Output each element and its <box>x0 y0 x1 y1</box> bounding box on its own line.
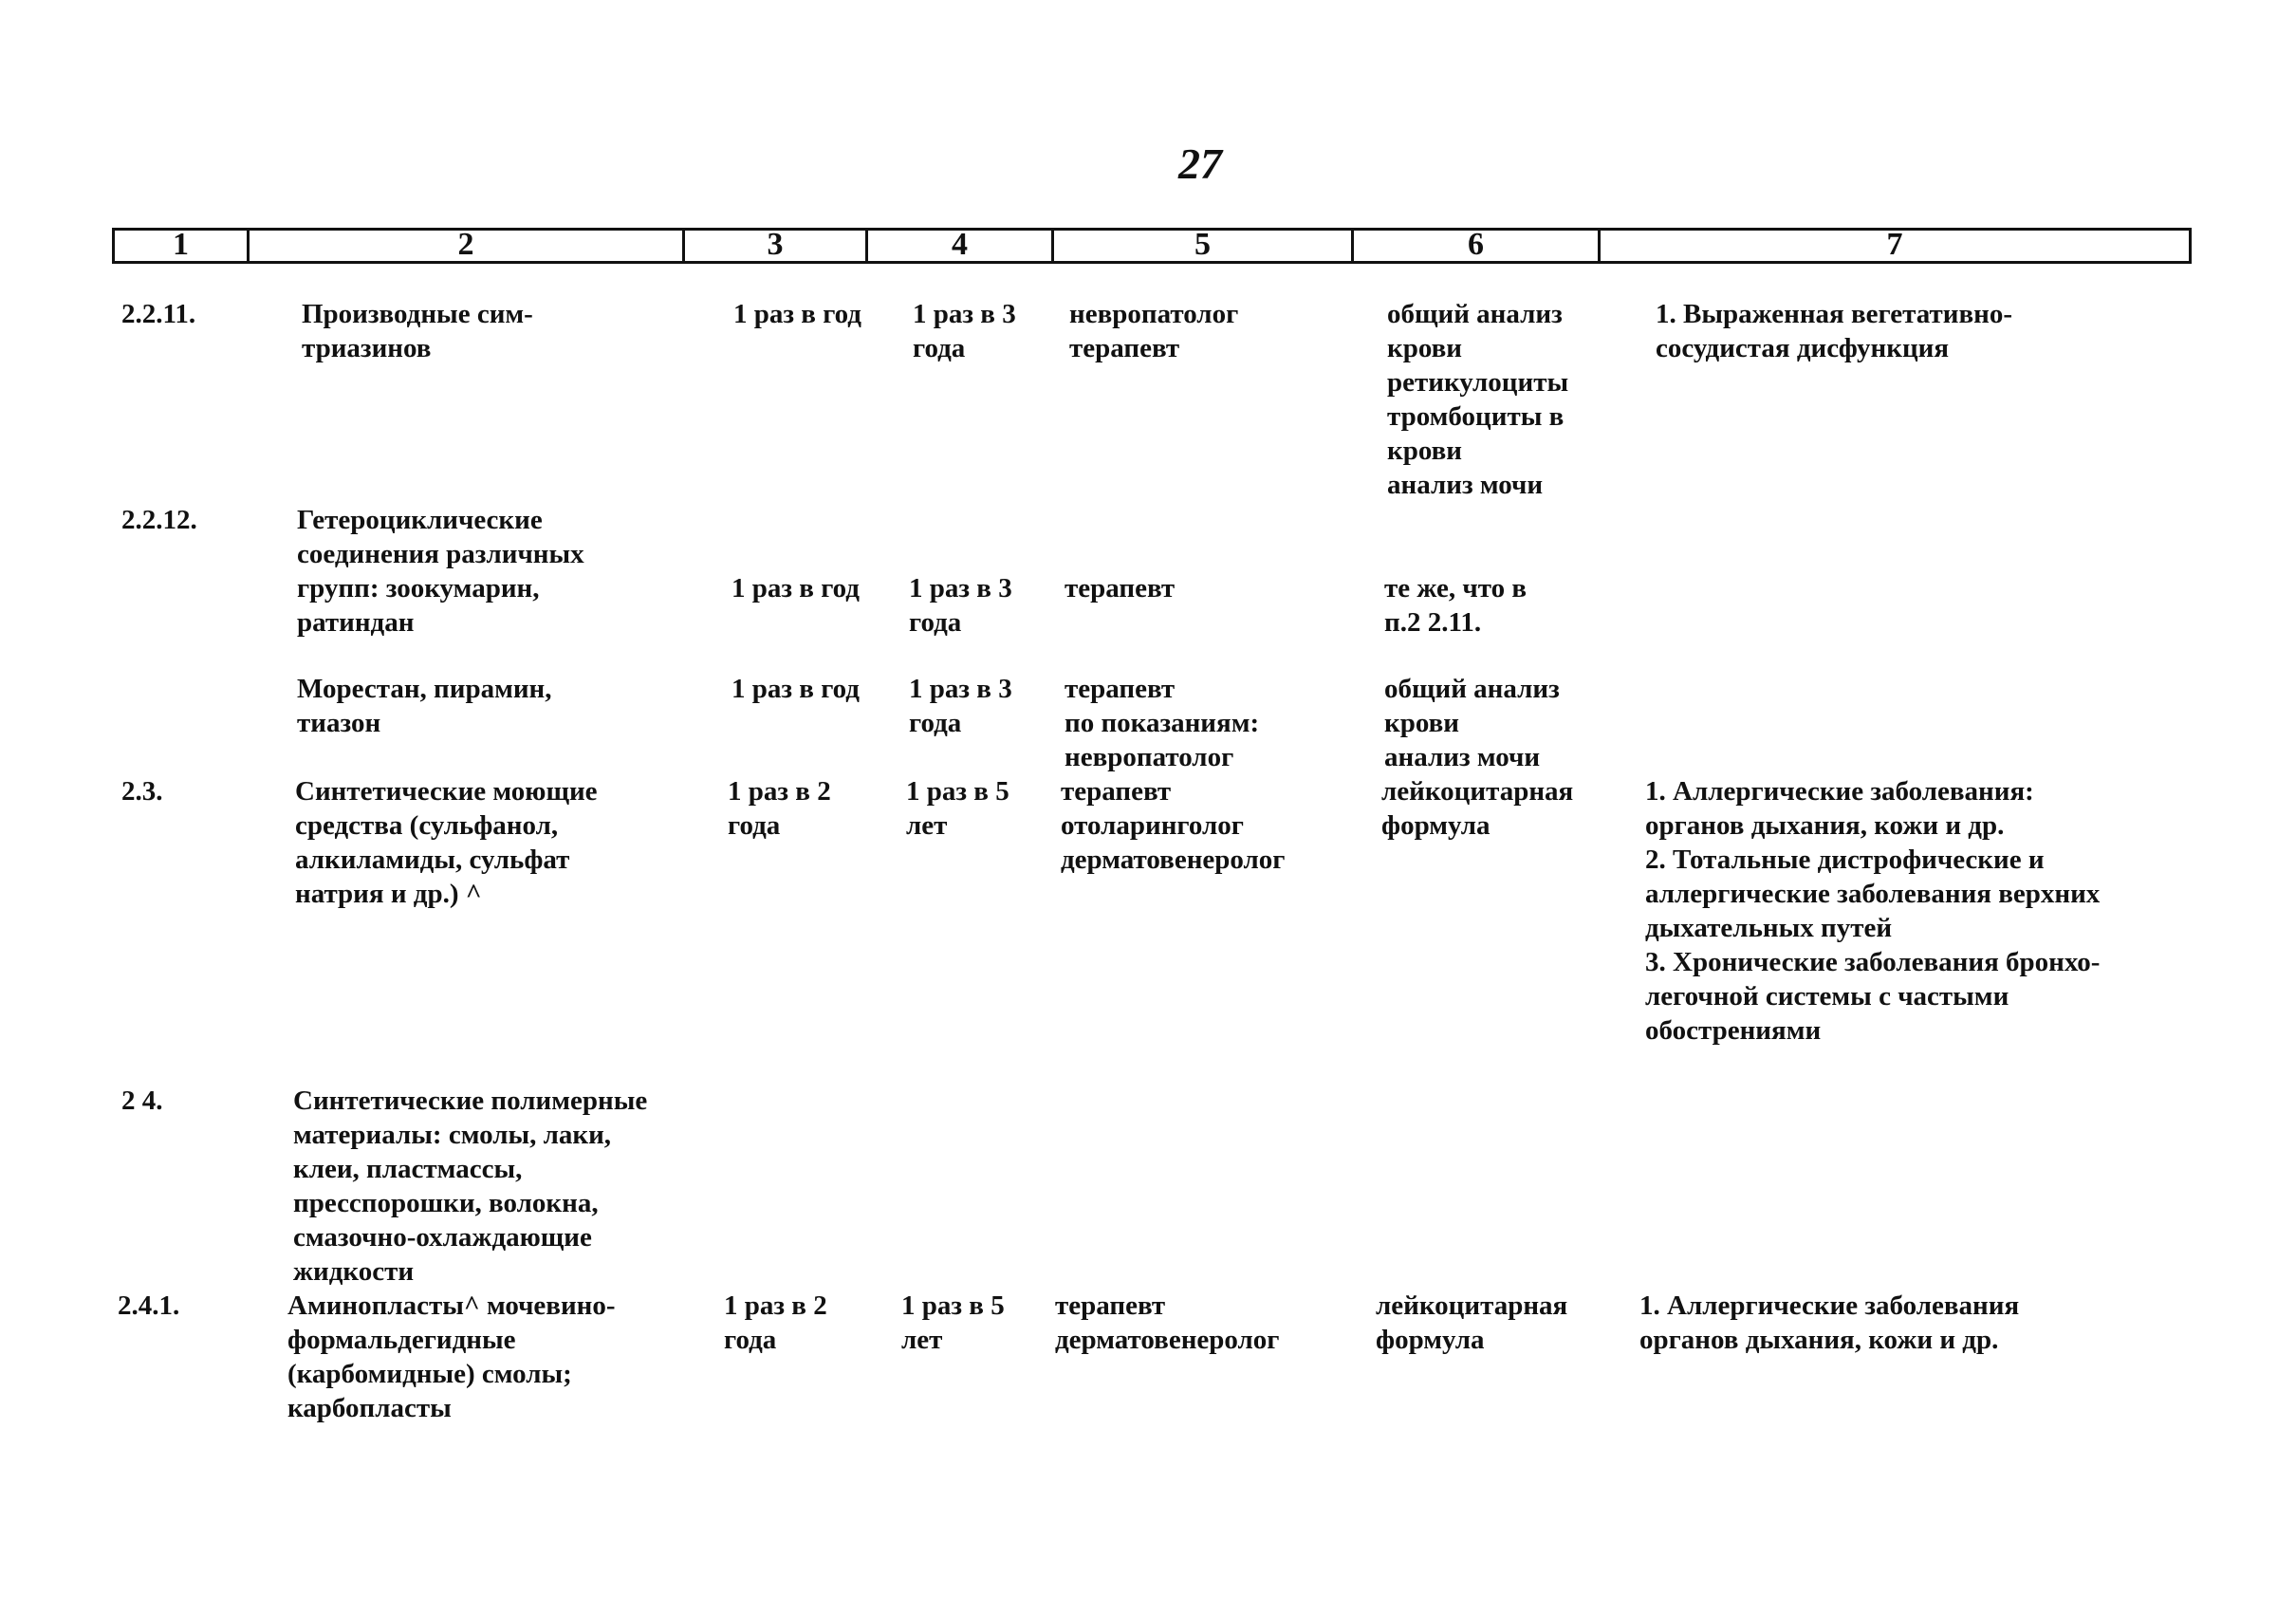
row-substance: Синтетические моющие средства (сульфанол, алкиламиды, сульфат натрия и др.) ^ <box>295 776 598 909</box>
page-number: 27 <box>1178 139 1222 188</box>
column-number-2: 2 <box>457 227 474 262</box>
row-examination-frequency: 1 раз в 3 года <box>913 299 1016 363</box>
row-periodicity: 1 раз в 2 года <box>724 1290 827 1355</box>
row-lab-tests: лейкоцитарная формула <box>1381 776 1574 841</box>
row-periodicity: 1 раз в год <box>731 573 860 603</box>
row-periodicity: 1 раз в 2 года <box>728 776 831 841</box>
row-substance: Производные сим- триазинов <box>302 299 533 363</box>
column-number-6: 6 <box>1468 227 1484 262</box>
row-periodicity: 1 раз в год <box>731 674 860 704</box>
row-substance: Гетероциклические соединения различных групп: зоокумарин, ратиндан <box>297 505 584 638</box>
row-specialists: невропатолог терапевт <box>1069 299 1239 363</box>
row-substance: Морестан, пирамин, тиазон <box>297 674 552 738</box>
row-lab-tests: общий анализ крови анализ мочи <box>1384 674 1560 772</box>
row-specialists: терапевт по показаниям: невропатолог <box>1065 674 1260 772</box>
row-examination-frequency: 1 раз в 5 лет <box>901 1290 1005 1355</box>
row-examination-frequency: 1 раз в 3 года <box>909 573 1012 638</box>
row-substance: Аминопласты^ мочевино- формальдегидные (карбомидные) смолы; карбопласты <box>287 1290 616 1423</box>
column-number-3: 3 <box>767 227 784 262</box>
row-contraindications: 1. Выраженная вегетативно- сосудистая дисфункция <box>1656 299 2013 363</box>
row-code: 2.2.12. <box>121 505 197 535</box>
row-specialists: терапевт <box>1065 573 1176 603</box>
column-number-1: 1 <box>173 227 189 262</box>
row-examination-frequency: 1 раз в 5 лет <box>906 776 1009 841</box>
row-code: 2 4. <box>121 1086 163 1116</box>
row-lab-tests: те же, что в п.2 2.11. <box>1384 573 1528 638</box>
row-code: 2.3. <box>121 776 163 807</box>
row-specialists: терапевт отоларинголог дерматовенеролог <box>1061 776 1286 875</box>
row-lab-tests: общий анализ крови ретикулоциты тромбоциты в крови анализ мочи <box>1387 299 1569 500</box>
column-number-7: 7 <box>1886 227 1903 262</box>
row-periodicity: 1 раз в год <box>733 299 861 329</box>
column-number-4: 4 <box>952 227 968 262</box>
row-examination-frequency: 1 раз в 3 года <box>909 674 1012 738</box>
row-specialists: терапевт дерматовенеролог <box>1055 1290 1280 1355</box>
row-contraindications: 1. Аллергические заболевания: органов дыхания, кожи и др. 2. Тотальные дистрофические и аллергические заболевания верхних дыхательных путей 3. Хронические заболевания бронхо- легочной системы с частыми обострениями <box>1645 776 2101 1046</box>
column-number-header <box>112 228 2192 264</box>
column-number-5: 5 <box>1194 227 1211 262</box>
row-code: 2.2.11. <box>121 299 196 329</box>
row-contraindications: 1. Аллергические заболевания органов дыхания, кожи и др. <box>1639 1290 2020 1355</box>
row-substance: Синтетические полимерные материалы: смолы, лаки, клеи, пластмассы, пресспорошки, волокна, смазочно-охлаждающие жидкости <box>293 1086 648 1287</box>
row-lab-tests: лейкоцитарная формула <box>1376 1290 1568 1355</box>
row-code: 2.4.1. <box>118 1290 180 1321</box>
